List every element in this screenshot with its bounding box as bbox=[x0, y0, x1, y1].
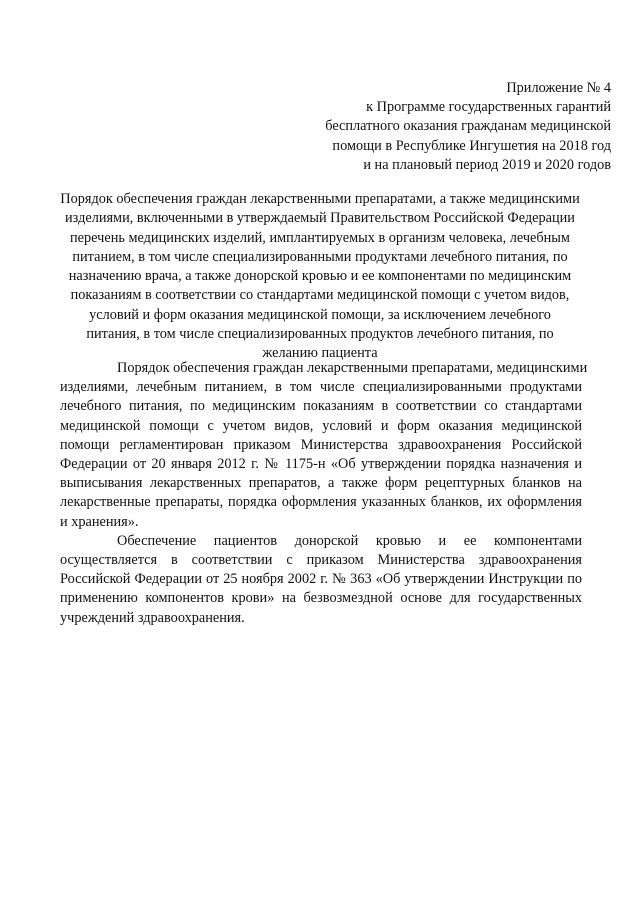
title-line: питанием, в том числе специализированными продуктами лечебного питания, по bbox=[72, 248, 568, 265]
document-body bbox=[60, 359, 588, 628]
appendix-line: помощи в Республике Ингушетия на 2018 год bbox=[332, 137, 611, 154]
paragraph-line: применению компонентов крови» на безвозмездной основе для государственных bbox=[60, 590, 582, 607]
title-line: показаниям в соответствии со стандартами медицинской помощи с учетом видов, bbox=[70, 287, 570, 304]
paragraph-donor-blood bbox=[60, 532, 582, 628]
appendix-line: и на плановый период 2019 и 2020 годов bbox=[363, 156, 611, 173]
paragraph-medicines bbox=[60, 359, 588, 532]
title-line: питания, в том числе специализированных продуктов лечебного питания, по bbox=[86, 326, 554, 343]
paragraph-line: учреждений здравоохранения. bbox=[60, 609, 245, 626]
paragraph-line: выписывания лекарственных препаратов, а также форм рецептурных бланков на bbox=[60, 475, 582, 492]
paragraph-line: осуществляется в соответствии с приказом Министерства здравоохранения bbox=[60, 552, 582, 569]
appendix-header bbox=[281, 79, 611, 175]
title-line: желанию пациента bbox=[262, 345, 378, 362]
paragraph-line: Федерации от 20 января 2012 г. № 1175-н «Об утверждении порядка назначения и bbox=[60, 456, 582, 473]
title-line: изделиями, включенными в утверждаемый Правительством Российской Федерации bbox=[65, 210, 575, 227]
paragraph-line: Порядок обеспечения граждан лекарственными препаратами, медицинскими bbox=[117, 360, 588, 376]
title-line: Порядок обеспечения граждан лекарственными препаратами, а также медицинскими bbox=[60, 191, 580, 207]
title-line: условий и форм оказания медицинской помощи, за исключением лечебного bbox=[89, 306, 551, 323]
title-line: перечень медицинских изделий, имплантируемых в организм человека, лечебным bbox=[70, 229, 570, 246]
paragraph-line: лечебного питания, по медицинским показаниям в соответствии со стандартами bbox=[60, 398, 582, 415]
paragraph-line: лекарственные препараты, порядка оформления указанных бланков, их оформления bbox=[60, 494, 582, 511]
paragraph-line: изделиями, лечебным питанием, в том числе специализированными продуктами bbox=[60, 379, 582, 396]
title-line: назначению врача, а также донорской кровью и ее компонентами по медицинским bbox=[68, 268, 572, 285]
paragraph-line: Российской Федерации от 25 ноября 2002 г. № 363 «Об утверждении Инструкции по bbox=[60, 571, 582, 588]
appendix-line: к Программе государственных гарантий bbox=[366, 99, 611, 116]
paragraph-line: Обеспечение пациентов донорской кровью и ее компонентами bbox=[117, 532, 582, 549]
paragraph-line: помощи регламентирован приказом Министерства здравоохранения Российской bbox=[60, 436, 582, 453]
document-title bbox=[58, 190, 582, 364]
paragraph-line: медицинской помощи с учетом видов, условий и форм оказания медицинской bbox=[60, 417, 582, 434]
appendix-line: Приложение № 4 bbox=[506, 80, 611, 96]
appendix-line: бесплатного оказания гражданам медицинской bbox=[325, 118, 611, 135]
paragraph-line: и хранения». bbox=[60, 513, 139, 530]
